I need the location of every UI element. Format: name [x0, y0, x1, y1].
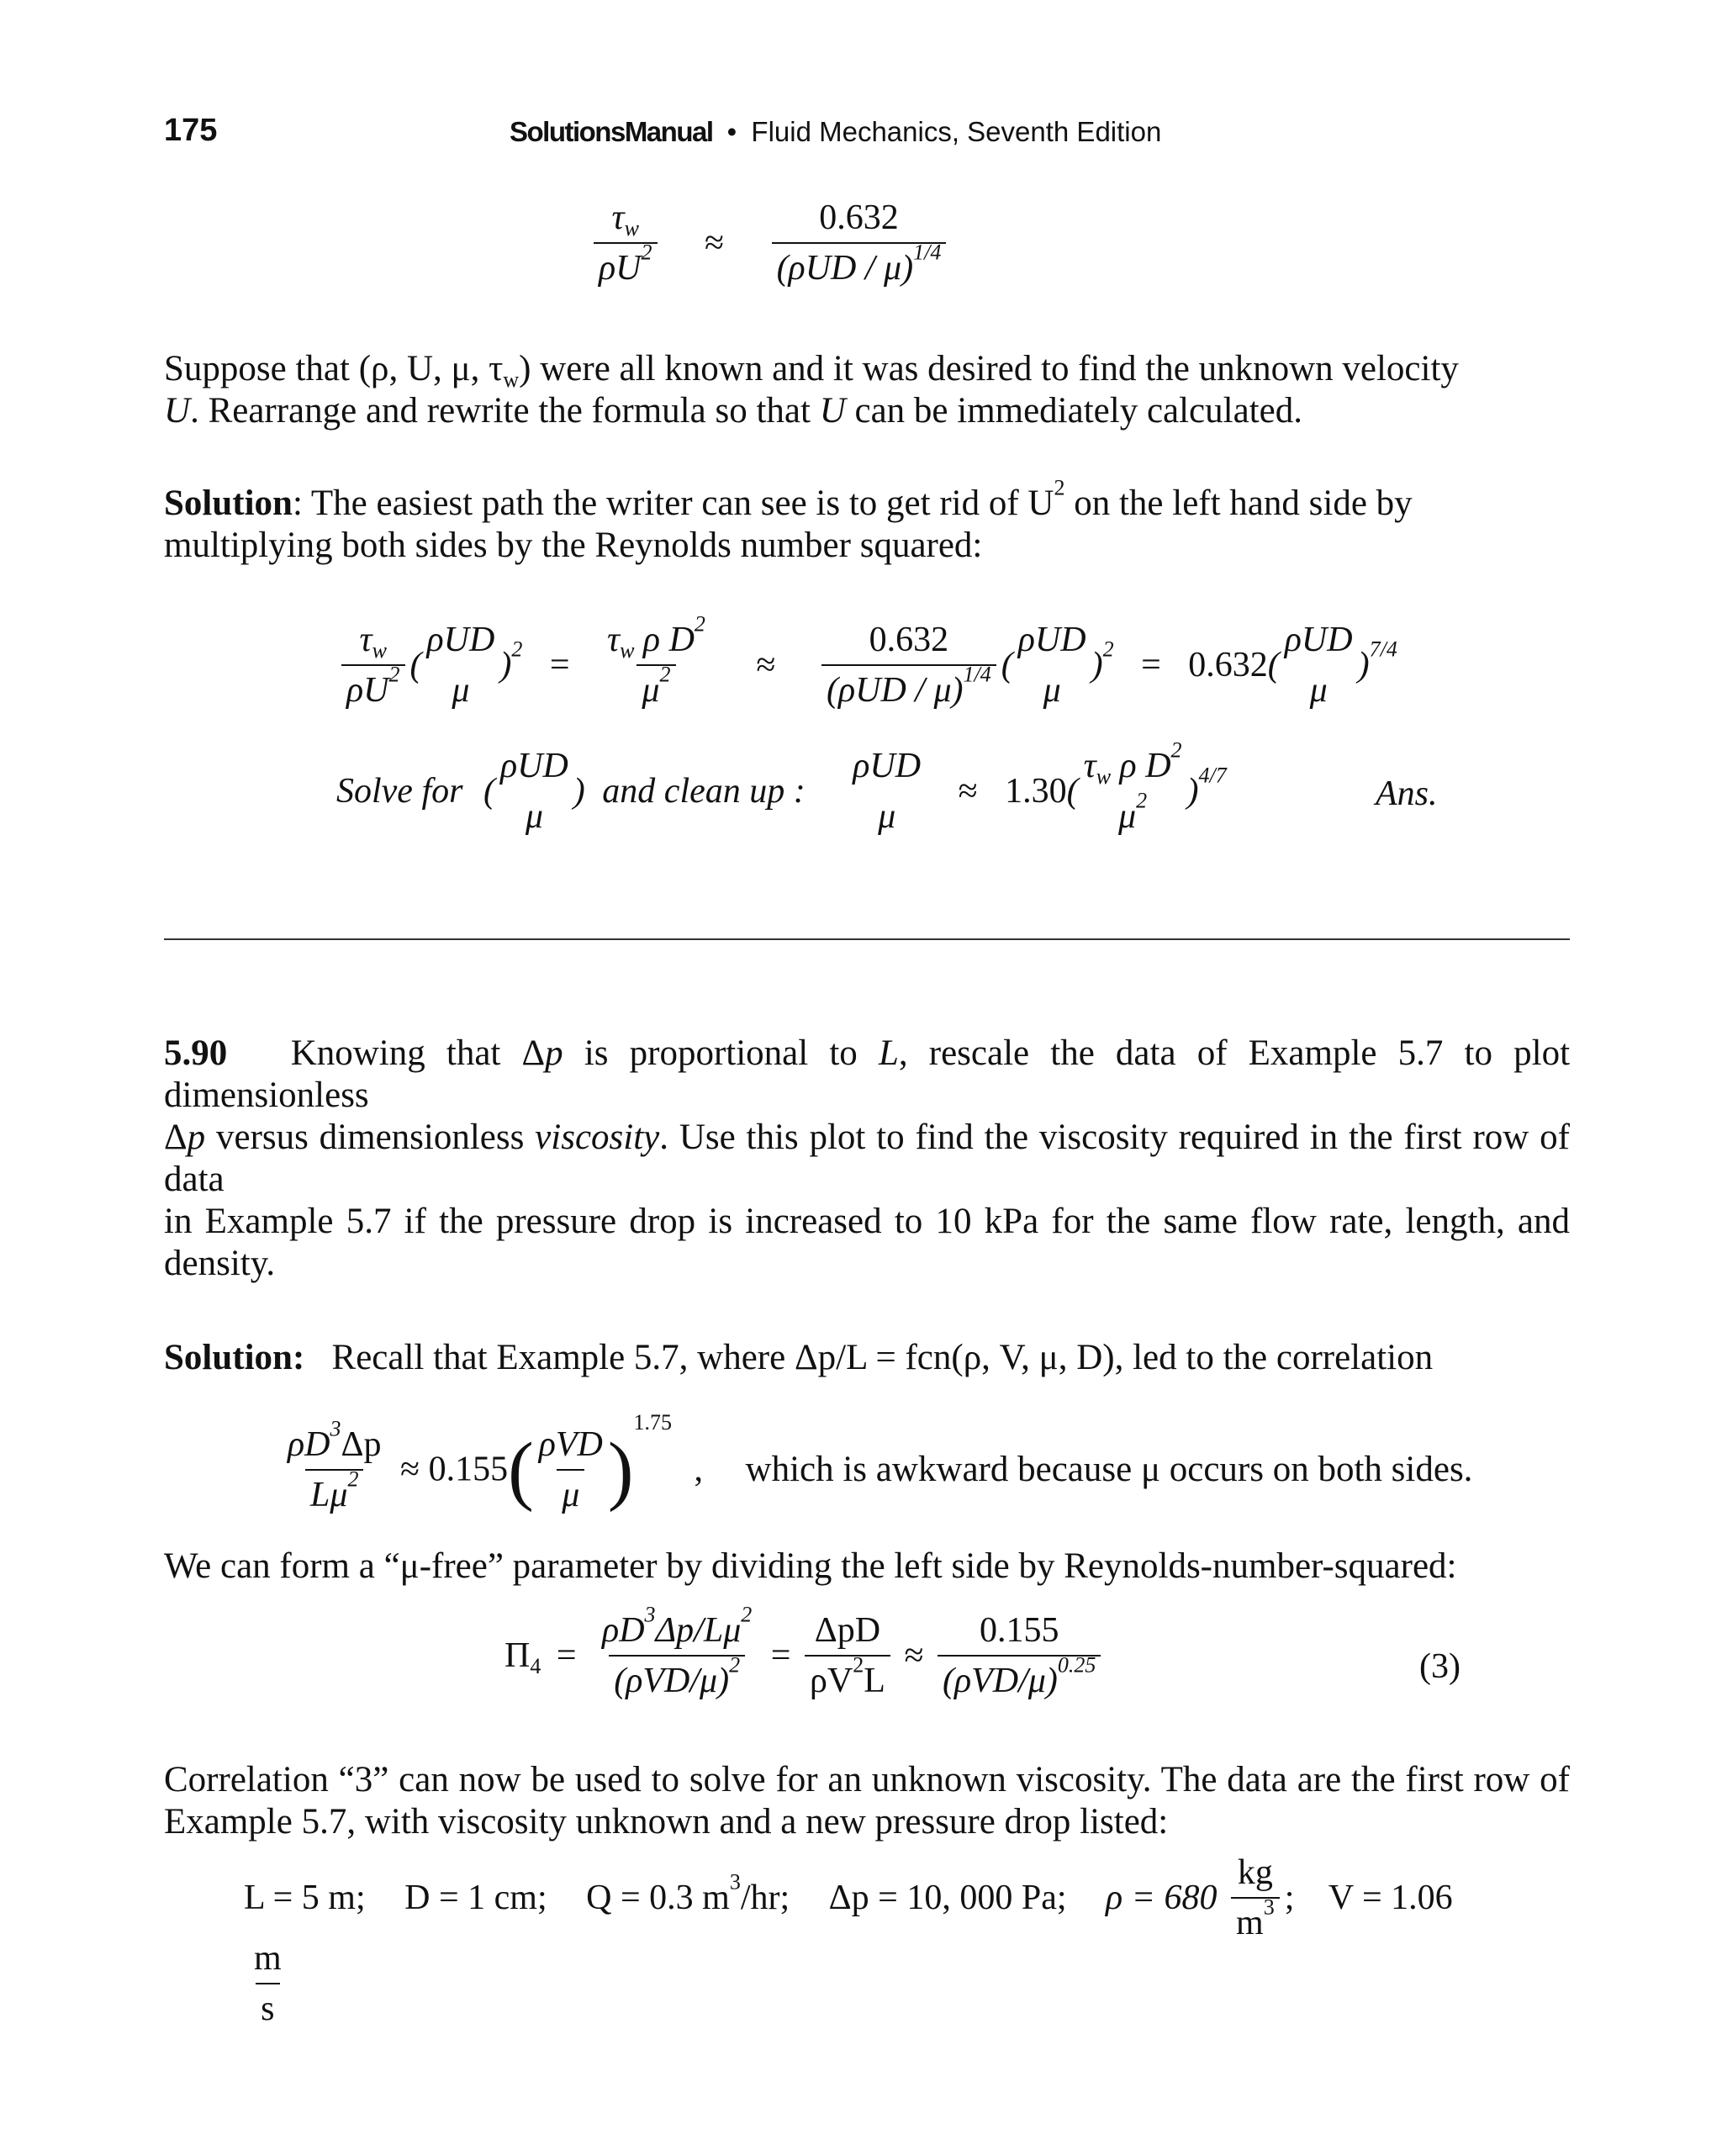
running-header-bullet: •	[726, 116, 737, 147]
solution-2-label: Solution:	[164, 1338, 305, 1377]
running-header-bold: SolutionsManual	[510, 116, 713, 147]
problem-5-90: 5.90 Knowing that Δp is proportional to L, rescale the data of Example 5.7 to plot dimensionless Δp versus dimensionless viscosity. Use this plot to find the viscosity required in the first row of data in Example 5.7 if the pressure drop is increased to 10 kPa for the same flow rate, length, and density.	[164, 1033, 1571, 1283]
equation-3: $\Pi_4$ = $\frac{\rho D^3\Delta p/L\mu^2}{(\rho VD/\mu)^2}$ = $\frac{\text{ΔpD}}{\rho V^2L}$ ≈ $\frac{0.155}{(\rho VD/\mu)^{0.25}}$	[504, 1613, 1144, 1690]
equation-top-rhs: $\frac{0.632}{(\rho UD / \mu)^{1/4}}$	[772, 200, 947, 286]
solution-1-text: Solution: The easiest path the writer can see is to get rid of $U^2$ on the left hand side by multiplying both sides by the Reynolds number squared:	[164, 475, 1413, 565]
section-divider	[164, 938, 1570, 940]
data-line: L = 5 m; D = 1 cm; Q = 0.3 $m^3/hr$; Δp = 10, 000 Pa; ρ = 680 $\frac{kg}{m^3}$ ; V = 1.06 $\frac{m}{s}$	[244, 1853, 1453, 2028]
equation-multiplied: $\frac{\tau_w}{\rho U^2}$ ( ρUD μ )$^2$ = $\frac{\tau_w \rho D^2}{\mu^2}$ ≈ $\frac{0.632}{(\rho UD / \mu)^{1/4}}$ ( ρUD μ )$^2$ = 0.632( ρUD μ )$^{7/4}$	[336, 622, 1397, 708]
problem-statement: Suppose that (ρ, U, μ, $\tau_w$) were all known and it was desired to find the unknown velocity U. Rearrange and rewrite the formula so that U can be immediately calculated.	[164, 349, 1459, 431]
solution-2-text: Solution: Recall that Example 5.7, where Δp/L = fcn(ρ, V, μ, D), led to the correlation	[164, 1338, 1434, 1377]
solution-1-label: Solution	[164, 484, 293, 523]
problem-number: 5.90	[164, 1033, 228, 1073]
correlation-3-text: Correlation “3” can now be used to solve for an unknown viscosity. The data are the first row of Example 5.7, with viscosity unknown and a new pressure drop listed:	[164, 1760, 1570, 1842]
equation-top	[589, 200, 951, 286]
equation-correlation: $\frac{\rho D^3\Delta p}{L\mu^2}$ ≈ 0.155( $\frac{\text{ρVD}}{\mu}$ )$^{1.75}$ , which is awkward because μ occurs on both sides.	[288, 1410, 1473, 1514]
answer-label: Ans.	[1376, 774, 1438, 813]
running-header	[510, 116, 1161, 148]
mu-free-text: We can form a “μ-free” parameter by dividing the left side by Reynolds-number-squared:	[164, 1546, 1457, 1586]
page-number: 175	[164, 113, 218, 148]
equation-top-lhs: $\frac{\tau_w}{\rho U^2}$	[594, 200, 658, 286]
equation-solved: Solve for ( ρUD μ ) and clean up : ρUD μ ≈ 1.30( $\tau_w$ ρ $D^2$ $\mu^2$ )$^{4/7}$	[336, 737, 1227, 836]
equation-3-label: (3)	[1419, 1647, 1461, 1686]
running-header-title: Fluid Mechanics, Seventh Edition	[751, 116, 1162, 147]
equation-top-approx: ≈	[705, 224, 725, 262]
